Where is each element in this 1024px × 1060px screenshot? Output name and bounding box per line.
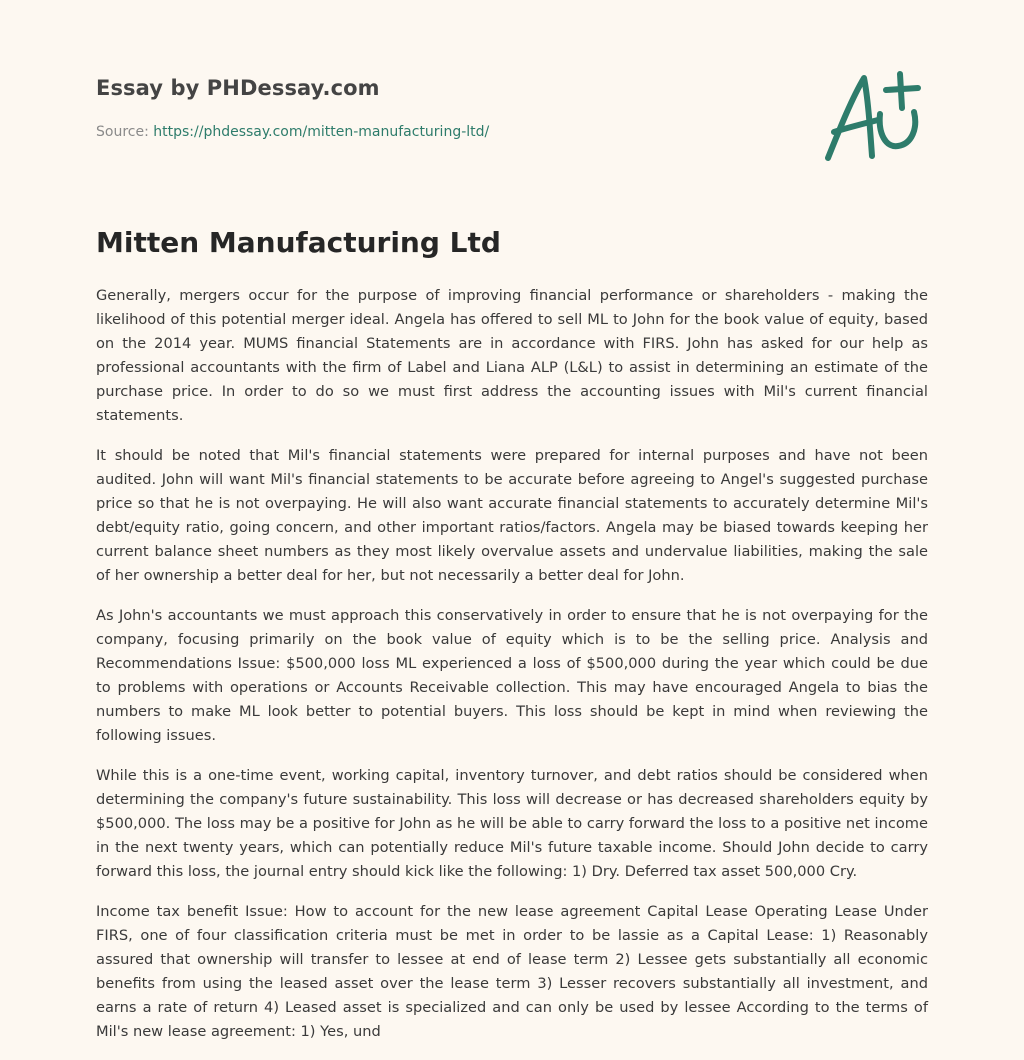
essay-body	[96, 284, 928, 1060]
site-title: Essay by PHDessay.com	[96, 76, 380, 100]
essay-paragraph: It should be noted that Mil's financial statements were prepared for internal purposes and have not been audited. John will want Mil's financial statements to be accurate before agreeing to Angel's suggested purchase price so that he is not overpaying. He will also want accurate financial statements to accurately determine Mil's debt/equity ratio, going concern, and other important ratios/factors. Angela may be biased towards keeping her current balance sheet numbers as they most likely overvalue assets and undervalue liabilities, making the sale of her ownership a better deal for her, but not necessarily a better deal for John.	[96, 447, 928, 584]
source-line	[96, 124, 489, 140]
essay-paragraph: As John's accountants we must approach this conservatively in order to ensure that he is not overpaying for the company, focusing primarily on the book value of equity which is to be the selling price. Analysis and Recommendations Issue: $500,000 loss ML experienced a loss of $500,000 during the year which could be due to problems with operations or Accounts Receivable collection. This may have encouraged Angela to bias the numbers to make ML look better to potential buyers. This loss should be kept in mind when reviewing the following issues.	[96, 607, 928, 744]
essay-paragraph: Generally, mergers occur for the purpose of improving financial performance or shareholders - making the likelihood of this potential merger ideal. Angela has offered to sell ML to John for the book value of equity, based on the 2014 year. MUMS financial Statements are in accordance with FIRS. John has asked for our help as professional accountants with the firm of Label and Liana ALP (L&L) to assist in determining an estimate of the purchase price. In order to do so we must first address the accounting issues with Mil's current financial statements.	[96, 287, 928, 424]
source-label: Source:	[96, 124, 149, 140]
essay-paragraph: Income tax benefit Issue: How to account for the new lease agreement Capital Lease Operating Lease Under FIRS, one of four classification criteria must be met in order to be lassie as a Capital Lease: 1) Reasonably assured that ownership will transfer to lessee at end of lease term 2) Lessee gets substantially all economic benefits from using the leased asset over the lease term 3) Lesser recovers substantially all investment, and earns a rate of return 4) Leased asset is specialized and can only be used by lessee According to the terms of Mil's new lease agreement: 1) Yes, und	[96, 903, 928, 1040]
source-link[interactable]: https://phdessay.com/mitten-manufacturing-ltd/	[153, 124, 490, 140]
essay-title: Mitten Manufacturing Ltd	[96, 226, 501, 259]
a-plus-logo-icon	[820, 68, 930, 166]
essay-paragraph: While this is a one-time event, working capital, inventory turnover, and debt ratios should be considered when determining the company's future sustainability. This loss will decrease or has decreased shareholders equity by $500,000. The loss may be a positive for John as he will be able to carry forward the loss to a positive net income in the next twenty years, which can potentially reduce Mil's future taxable income. Should John decide to carry forward this loss, the journal entry should kick like the following: 1) Dry. Deferred tax asset 500,000 Cry.	[96, 767, 928, 880]
